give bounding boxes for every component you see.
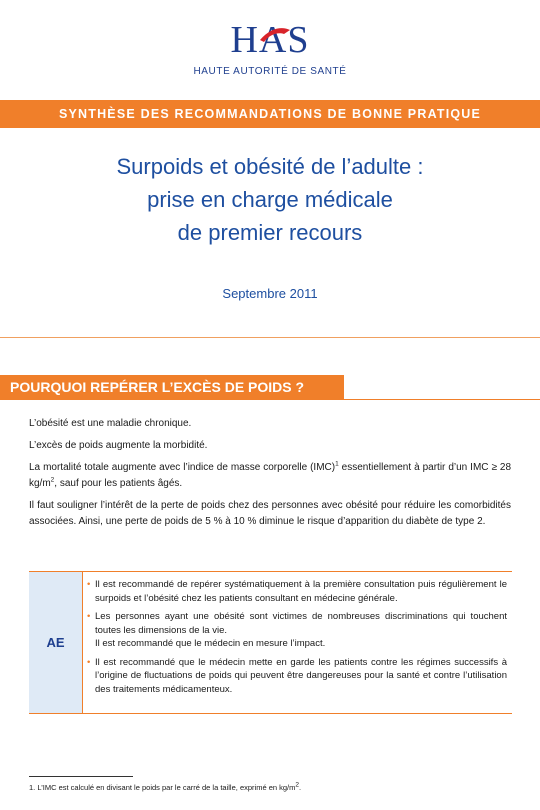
recommendation-text: Les personnes ayant une obésité sont victimes de nombreuses discriminations qui touchent toutes les dimensions de la vie. bbox=[95, 611, 507, 636]
footnote-text: 1. L’IMC est calculé en divisant le poids par le carré de la taille, exprimé en kg/m bbox=[29, 783, 296, 792]
recommendation-box bbox=[29, 571, 512, 714]
paragraph-3-part-a: La mortalité totale augmente avec l’indice de masse corporelle (IMC) bbox=[29, 462, 336, 473]
title-line-3: de premier recours bbox=[177, 220, 363, 245]
has-logo-mark bbox=[220, 16, 320, 60]
paragraph-2: L’excès de poids augmente la morbidité. bbox=[29, 440, 208, 451]
recommendation-item bbox=[89, 656, 507, 697]
document-title bbox=[0, 150, 540, 249]
footnote-text-end: . bbox=[299, 783, 302, 792]
bullet-icon: • bbox=[87, 611, 91, 622]
bullet-icon: • bbox=[87, 579, 91, 590]
footnote-ref-1[interactable]: 1 bbox=[335, 460, 339, 468]
publication-date: Septembre 2011 bbox=[222, 286, 318, 301]
has-logo-text: HAS bbox=[230, 19, 310, 60]
paragraph-1: L’obésité est une maladie chronique. bbox=[29, 418, 192, 429]
paragraph-3-part-b: essentiellement à partir d’un IMC ≥ 28 kg/m bbox=[29, 462, 512, 489]
has-logo bbox=[180, 16, 360, 82]
title-line-1: Surpoids et obésité de l’adulte : bbox=[116, 154, 424, 179]
title-line-2: prise en charge médicale bbox=[147, 187, 393, 212]
section-body bbox=[29, 416, 511, 536]
unit-exponent: 2 bbox=[50, 476, 55, 484]
section-heading: POURQUOI REPÉRER L’EXCÈS DE POIDS ? bbox=[0, 375, 344, 399]
paragraph-3-part-c: , sauf pour les patients âgés. bbox=[54, 478, 183, 489]
section-heading-underline bbox=[0, 399, 540, 400]
title-divider bbox=[0, 337, 540, 338]
paragraph-4: Il faut souligner l’intérêt de la perte de poids chez des personnes avec obésité pour réduire les comorbidités associées. Ainsi, une perte de poids de 5 % à 10 % diminue le risque d’apparition du diabète de type 2. bbox=[29, 500, 511, 527]
recommendation-item bbox=[89, 578, 507, 605]
recommendation-text: Il est recommandé de repérer systématiquement à la première consultation puis régulièrement le surpoids et l’obésité chez les patients consultant en médecine générale. bbox=[95, 579, 507, 604]
document-type-banner: SYNTHÈSE DES RECOMMANDATIONS DE BONNE PRATIQUE bbox=[0, 100, 540, 128]
bullet-icon: • bbox=[87, 656, 91, 668]
recommendation-item bbox=[89, 610, 507, 651]
footnote-exponent: 2 bbox=[295, 781, 300, 789]
recommendation-list bbox=[89, 578, 507, 701]
footnote-divider bbox=[29, 776, 133, 777]
has-logo-subtitle: HAUTE AUTORITÉ DE SANTÉ bbox=[193, 66, 347, 77]
recommendation-text: Il est recommandé que le médecin mette en garde les patients contre les régimes successifs à l’origine de fluctuations de poids qui peuvent être dangereuses pour la santé et contre l’utilisation des traitements médicamenteux. bbox=[95, 656, 507, 695]
paragraph-3 bbox=[29, 460, 511, 492]
footnote bbox=[29, 783, 301, 792]
recommendation-grade: AE bbox=[29, 572, 83, 713]
recommendation-text-extra: Il est recommandé que le médecin en mesure l’impact. bbox=[95, 638, 326, 649]
